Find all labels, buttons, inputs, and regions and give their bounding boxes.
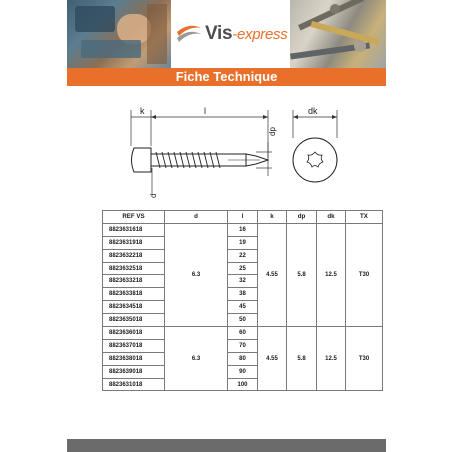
dim-dk-label: dk bbox=[308, 106, 318, 116]
head-top-view bbox=[293, 138, 337, 182]
ref-cell: 8823633218 bbox=[103, 275, 165, 288]
length-cell: 25 bbox=[228, 262, 258, 275]
table-row bbox=[103, 327, 383, 340]
ref-cell: 8823636018 bbox=[103, 327, 165, 340]
tx-cell: T30 bbox=[346, 327, 383, 391]
header-ref: REF VS bbox=[103, 211, 165, 224]
screw-drawing bbox=[110, 98, 340, 208]
dim-k-label: k bbox=[140, 106, 145, 116]
d-cell: 6.3 bbox=[165, 327, 228, 391]
dp-cell: 5.8 bbox=[287, 327, 317, 391]
header-dp: dp bbox=[287, 211, 317, 224]
length-cell: 38 bbox=[228, 288, 258, 301]
header-dk: dk bbox=[317, 211, 346, 224]
length-cell: 45 bbox=[228, 301, 258, 314]
title-banner bbox=[67, 68, 386, 86]
tx-cell: T30 bbox=[346, 223, 383, 326]
ref-cell: 8823631018 bbox=[103, 378, 165, 391]
header-l: l bbox=[228, 211, 258, 224]
header-d: d bbox=[165, 211, 228, 224]
length-cell: 22 bbox=[228, 249, 258, 262]
length-cell: 60 bbox=[228, 327, 258, 340]
table-header-row bbox=[103, 211, 383, 224]
ref-cell: 8823633818 bbox=[103, 288, 165, 301]
d-cell: 6.3 bbox=[165, 223, 228, 326]
length-cell: 16 bbox=[228, 223, 258, 236]
spec-table bbox=[102, 210, 383, 391]
logo-swoosh-icon bbox=[175, 20, 203, 48]
dim-dp-label: dp bbox=[268, 127, 277, 136]
banner-title: Fiche Technique bbox=[175, 69, 278, 84]
ref-cell: 8823635018 bbox=[103, 314, 165, 327]
ref-cell: 8823634518 bbox=[103, 301, 165, 314]
footer-bar bbox=[67, 439, 386, 452]
dk-cell: 12.5 bbox=[317, 223, 346, 326]
tools-photo bbox=[67, 0, 171, 68]
k-cell: 4.55 bbox=[258, 327, 287, 391]
brand-logo bbox=[171, 0, 290, 68]
ref-cell: 8823631918 bbox=[103, 236, 165, 249]
ref-cell: 8823637018 bbox=[103, 339, 165, 352]
length-cell: 50 bbox=[228, 314, 258, 327]
ref-cell: 8823631618 bbox=[103, 223, 165, 236]
length-cell: 19 bbox=[228, 236, 258, 249]
ref-cell: 8823639018 bbox=[103, 365, 165, 378]
brand-name: Vis-express bbox=[205, 23, 288, 44]
header-k: k bbox=[258, 211, 287, 224]
dim-d-label: d bbox=[149, 193, 158, 198]
length-cell: 80 bbox=[228, 352, 258, 365]
dim-l-label: l bbox=[204, 106, 206, 116]
ref-cell: 8823638018 bbox=[103, 352, 165, 365]
k-cell: 4.55 bbox=[258, 223, 287, 326]
length-cell: 90 bbox=[228, 365, 258, 378]
length-cell: 100 bbox=[228, 378, 258, 391]
table-row bbox=[103, 223, 383, 236]
screws-photo bbox=[290, 0, 386, 68]
header bbox=[67, 0, 386, 68]
ref-cell: 8823632518 bbox=[103, 262, 165, 275]
length-cell: 32 bbox=[228, 275, 258, 288]
dp-cell: 5.8 bbox=[287, 223, 317, 326]
header-tx: TX bbox=[346, 211, 383, 224]
dk-cell: 12.5 bbox=[317, 327, 346, 391]
ref-cell: 8823632218 bbox=[103, 249, 165, 262]
length-cell: 70 bbox=[228, 339, 258, 352]
